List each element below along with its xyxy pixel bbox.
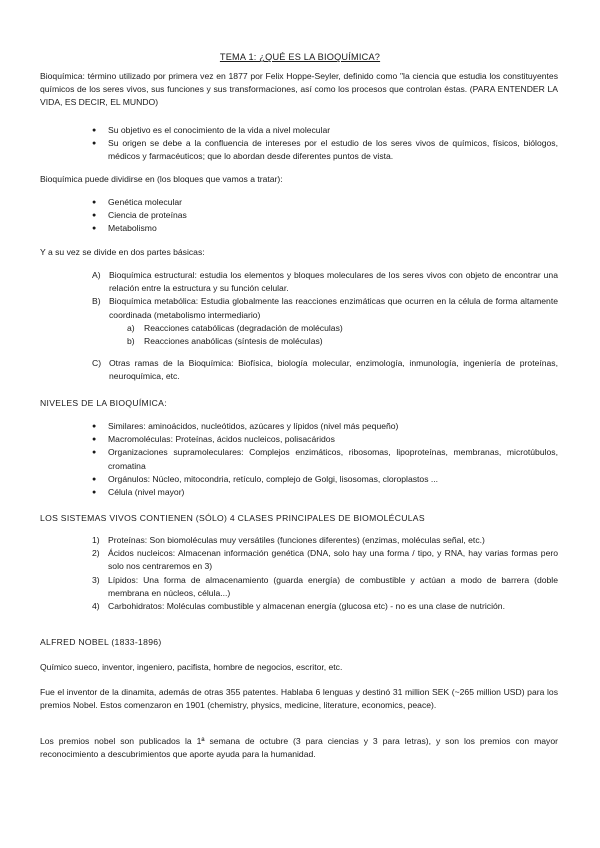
list-item: ● Su objetivo es el conocimiento de la vida a nivel molecular (92, 124, 558, 137)
list-item: 3) Lípidos: Una forma de almacenamiento (guarda energía) de combustible y actúan a modo de barrera (doble membrana en núcleos, célula...) (92, 574, 558, 598)
intro-bullet-list (92, 124, 558, 164)
document-title: TEMA 1: ¿QUÉ ES LA BIOQUÍMICA? (219, 52, 381, 62)
nobel-heading: ALFRED NOBEL (1833-1896) (40, 637, 162, 647)
list-item: a) Reacciones catabólicas (degradación de moléculas) (127, 322, 343, 333)
nobel-paragraph-3: Los premios nobel son publicados la 1ª semana de octubre (3 para ciencias y 3 para letras), y son los premios con mayor reconocimiento a descubrimientos que aporte ayuda para la humanidad. (40, 736, 558, 760)
levels-heading: NIVELES DE LA BIOQUÍMICA: (40, 398, 167, 408)
bullet-icon: ● (92, 225, 97, 233)
list-item: ● Metabolismo (92, 222, 558, 235)
bullet-icon: ● (92, 436, 97, 444)
list-item: ● Similares: aminoácidos, nucleótidos, azúcares y lípidos (nivel más pequeño) (92, 420, 558, 433)
list-item: 4) Carbohidratos: Moléculas combustible y almacenan energía (glucosa etc) - no es una clase de nutrición. (92, 601, 505, 612)
classes-heading: LOS SISTEMAS VIVOS CONTIENEN (SÓLO) 4 CLASES PRINCIPALES DE BIOMOLÉCULAS (40, 513, 425, 523)
list-item: ● Genética molecular (92, 196, 558, 209)
intro-paragraph: Bioquímica: término utilizado por primera vez en 1877 por Felix Hoppe-Seyler, definido como "la ciencia que estudia los constituyentes químicos de los seres vivos, sus funciones y sus transformaciones, así como los procesos que controlan éstas. (PARA ENTENDER LA VIDA, ES DECIR, EL MUNDO) (40, 71, 558, 108)
nobel-paragraph-2: Fue el inventor de la dinamita, además de otras 355 patentes. Hablaba 6 lenguas y destinó 31 million SEK (~265 million USD) para los premios Nobel. Estos comenzaron en 1901 (chemistry, physics, medicine, literature, economics, peace). (40, 687, 558, 711)
bullet-icon: ● (92, 212, 97, 220)
sub-parts-list (109, 322, 558, 348)
bullet-icon: ● (92, 449, 97, 457)
bullet-icon: ● (92, 199, 97, 206)
bullet-icon: ● (92, 140, 97, 148)
levels-list (92, 420, 558, 499)
list-item: ● Ciencia de proteínas (92, 209, 558, 222)
nobel-paragraph-1: Químico sueco, inventor, ingeniero, pacifista, hombre de negocios, escritor, etc. (40, 662, 343, 672)
parts-intro: Y a su vez se divide en dos partes básicas: (40, 247, 205, 257)
list-item: ● Macromoléculas: Proteínas, ácidos nucleicos, polisacáridos (92, 433, 558, 446)
bullet-icon: ● (92, 475, 97, 483)
list-item: ● Su origen se debe a la confluencia de intereses por el estudio de los seres vivos de químicos, físicos, biólogos, médicos y farmacéuticos; que lo abordan desde diferentes puntos de vista. (92, 138, 558, 162)
blocks-list (92, 196, 558, 236)
divide-intro: Bioquímica puede dividirse en (los bloques que vamos a tratar): (40, 174, 283, 184)
bullet-icon: ● (92, 127, 97, 134)
list-item: 2) Ácidos nucleicos: Almacenan información genética (DNA, solo hay una forma / tipo, y RNA, hay varias formas pero solo nos centraremos en 3) (92, 548, 558, 572)
bullet-icon: ● (92, 423, 97, 430)
bullet-icon: ● (92, 489, 97, 497)
list-item: A) Bioquímica estructural: estudia los elementos y bloques moleculares de los seres vivos con objeto de encontrar una relación entre la estructura y su función celular. (92, 270, 558, 294)
list-item: 1) Proteínas: Son biomoléculas muy versátiles (funciones diferentes) (enzimas, moléculas señal, etc.) (92, 535, 485, 545)
list-item: ● Organizaciones supramoleculares: Complejos enzimáticos, ribosomas, lipoproteínas, membranas, microtúbulos, cromatina (92, 447, 558, 471)
parts-list (92, 269, 558, 384)
list-item: B) Bioquímica metabólica: Estudia globalmente las reacciones enzimáticas que ocurren en la célula de forma altamente coordinada (metabolismo intermediario) a) Reacciones catabólicas (degradación de moléculas) b) Reacciones anabólicas (síntesis de moléculas) (92, 295, 558, 348)
list-item: C) Otras ramas de la Bioquímica: Biofísica, biología molecular, enzimología, inmunología, ingeniería de proteínas, neuroquímica, etc. (92, 358, 558, 382)
list-item: b) Reacciones anabólicas (síntesis de moléculas) (127, 336, 323, 347)
classes-list (92, 534, 558, 613)
list-item: ● Célula (nivel mayor) (92, 486, 558, 499)
list-item: ● Orgánulos: Núcleo, mitocondria, retículo, complejo de Golgi, lisosomas, cloroplastos ... (92, 473, 558, 486)
